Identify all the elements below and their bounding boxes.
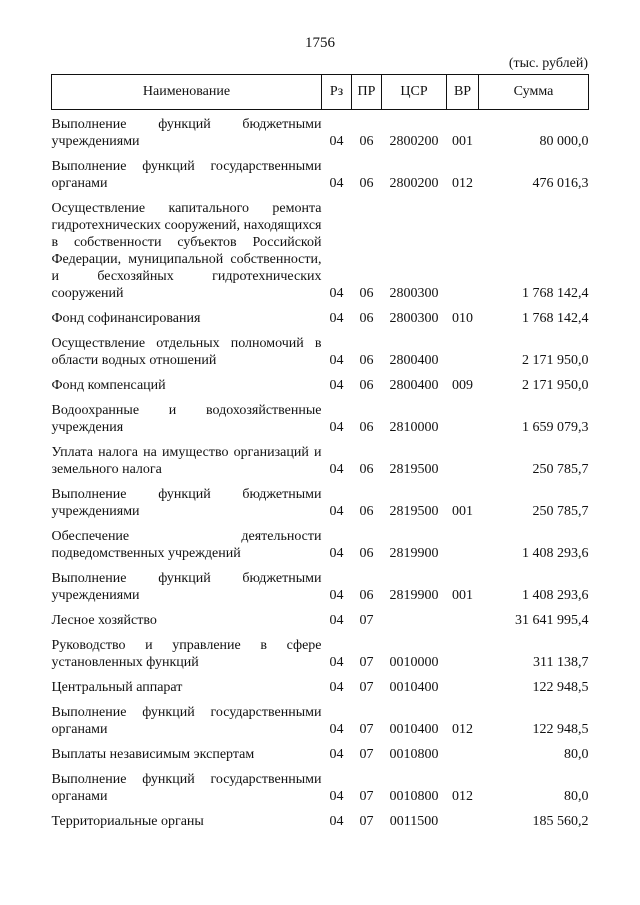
- row-pr: 07: [359, 655, 374, 670]
- row-sum: 80,0: [564, 747, 589, 762]
- row-vr: [447, 192, 479, 302]
- header-rz: Рз: [322, 75, 352, 110]
- table-row: [52, 150, 589, 192]
- row-pr: 06: [359, 546, 374, 561]
- row-rz: 04: [329, 176, 344, 191]
- row-csr: 2800300: [389, 286, 439, 301]
- row-csr: 0010800: [389, 789, 439, 804]
- row-sum: 311 138,7: [533, 655, 589, 670]
- row-sum: 80,0: [564, 789, 589, 804]
- row-sum: 476 016,3: [532, 176, 589, 191]
- row-vr: 012: [452, 789, 473, 804]
- table-row: [52, 327, 589, 369]
- row-pr: 06: [359, 588, 374, 603]
- row-vr: 010: [452, 311, 473, 326]
- row-pr: 06: [359, 420, 374, 435]
- row-csr: 2800200: [389, 134, 439, 149]
- table-row: [52, 369, 589, 394]
- row-pr: 07: [359, 747, 374, 762]
- row-csr: 2800400: [389, 353, 439, 368]
- row-sum: 122 948,5: [532, 722, 589, 737]
- table-row: [52, 805, 589, 830]
- row-vr: 012: [452, 722, 473, 737]
- row-name: Уплата налога на имущество организаций и земельного налога: [51, 445, 322, 477]
- row-csr: 0010400: [389, 722, 439, 737]
- row-pr: 07: [359, 722, 374, 737]
- row-rz: 04: [329, 462, 344, 477]
- row-name: Фонд компенсаций: [51, 378, 166, 393]
- header-vr: ВР: [447, 75, 479, 110]
- row-rz: 04: [329, 747, 344, 762]
- row-csr: [382, 604, 447, 629]
- row-vr: [447, 671, 479, 696]
- row-name: Водоохранные и водохозяйственные учреждения: [51, 403, 322, 435]
- row-pr: 06: [359, 378, 374, 393]
- row-sum: 122 948,5: [532, 680, 589, 695]
- row-vr: 001: [452, 588, 473, 603]
- header-pr: ПР: [352, 75, 382, 110]
- row-name: Выполнение функций бюджетными учреждениями: [51, 571, 322, 603]
- row-rz: 04: [329, 286, 344, 301]
- table-row: [52, 302, 589, 327]
- row-pr: 07: [359, 789, 374, 804]
- row-sum: 2 171 950,0: [522, 353, 589, 368]
- row-vr: [447, 436, 479, 478]
- table-row: [52, 604, 589, 629]
- table-row: [52, 110, 589, 151]
- row-vr: [447, 805, 479, 830]
- budget-table: [51, 74, 589, 830]
- row-rz: 04: [329, 378, 344, 393]
- row-sum: 1 768 142,4: [522, 311, 589, 326]
- row-rz: 04: [329, 613, 344, 628]
- table-row: [52, 696, 589, 738]
- row-csr: 0010000: [389, 655, 439, 670]
- row-pr: 06: [359, 176, 374, 191]
- row-vr: 001: [452, 504, 473, 519]
- row-rz: 04: [329, 655, 344, 670]
- row-name: Осуществление капитального ремонта гидротехнических сооружений, находящихся в собственности субъектов Российской Федерации, муниципальной собственности, и бесхозяйных гидротехнических сооружений: [51, 201, 322, 301]
- row-csr: 2800400: [389, 378, 439, 393]
- row-sum: 1 408 293,6: [522, 588, 589, 603]
- row-rz: 04: [329, 420, 344, 435]
- row-vr: [447, 327, 479, 369]
- table-row: [52, 520, 589, 562]
- row-csr: 2819900: [389, 546, 439, 561]
- table-row: [52, 192, 589, 302]
- row-rz: 04: [329, 722, 344, 737]
- row-vr: 001: [452, 134, 473, 149]
- row-vr: [447, 394, 479, 436]
- row-vr: [447, 738, 479, 763]
- row-csr: 2819900: [389, 588, 439, 603]
- row-rz: 04: [329, 680, 344, 695]
- table-header-row: [52, 75, 589, 110]
- table-row: [52, 394, 589, 436]
- row-rz: 04: [329, 814, 344, 829]
- row-pr: 07: [359, 613, 374, 628]
- row-name: Обеспечение деятельности подведомственных учреждений: [51, 529, 322, 561]
- row-name: Территориальные органы: [51, 814, 204, 829]
- row-rz: 04: [329, 134, 344, 149]
- row-pr: 06: [359, 504, 374, 519]
- table-row: [52, 436, 589, 478]
- row-sum: 31 641 995,4: [515, 613, 589, 628]
- table-row: [52, 738, 589, 763]
- row-name: Осуществление отдельных полномочий в области водных отношений: [51, 336, 322, 368]
- row-vr: [447, 604, 479, 629]
- table-row: [52, 671, 589, 696]
- row-name: Лесное хозяйство: [51, 613, 157, 628]
- row-pr: 07: [359, 814, 374, 829]
- row-sum: 80 000,0: [539, 134, 589, 149]
- row-name: Руководство и управление в сфере установленных функций: [51, 638, 322, 670]
- row-rz: 04: [329, 311, 344, 326]
- row-name: Центральный аппарат: [51, 680, 183, 695]
- row-pr: 07: [359, 680, 374, 695]
- row-pr: 06: [359, 134, 374, 149]
- row-name: Выполнение функций бюджетными учреждениями: [51, 487, 322, 519]
- table-row: [52, 562, 589, 604]
- row-vr: 009: [452, 378, 473, 393]
- row-sum: 185 560,2: [532, 814, 589, 829]
- row-sum: 250 785,7: [532, 504, 589, 519]
- row-name: Выполнение функций государственными органами: [51, 159, 322, 191]
- row-name: Фонд софинансирования: [51, 311, 201, 326]
- row-pr: 06: [359, 311, 374, 326]
- row-rz: 04: [329, 546, 344, 561]
- row-name: Выполнение функций государственными органами: [51, 705, 322, 737]
- row-sum: 2 171 950,0: [522, 378, 589, 393]
- row-rz: 04: [329, 588, 344, 603]
- page-number: 1756: [305, 35, 335, 51]
- row-sum: 1 659 079,3: [522, 420, 589, 435]
- header-name: Наименование: [52, 75, 322, 110]
- row-csr: 0010800: [389, 747, 439, 762]
- row-csr: 2810000: [389, 420, 439, 435]
- table-row: [52, 478, 589, 520]
- row-csr: 2819500: [389, 504, 439, 519]
- row-pr: 06: [359, 353, 374, 368]
- row-csr: 0010400: [389, 680, 439, 695]
- header-csr: ЦСР: [382, 75, 447, 110]
- row-vr: [447, 629, 479, 671]
- row-rz: 04: [329, 353, 344, 368]
- row-csr: 2800200: [389, 176, 439, 191]
- row-rz: 04: [329, 789, 344, 804]
- row-name: Выполнение функций государственными органами: [51, 772, 322, 804]
- row-name: Выполнение функций бюджетными учреждениями: [51, 117, 322, 149]
- row-vr: 012: [452, 176, 473, 191]
- units-label: (тыс. рублей): [508, 56, 588, 71]
- row-sum: 250 785,7: [532, 462, 589, 477]
- row-vr: [447, 520, 479, 562]
- row-csr: 0011500: [389, 814, 439, 829]
- row-name: Выплаты независимым экспертам: [51, 747, 255, 762]
- row-rz: 04: [329, 504, 344, 519]
- row-csr: 2800300: [389, 311, 439, 326]
- row-csr: 2819500: [389, 462, 439, 477]
- row-pr: 06: [359, 286, 374, 301]
- row-pr: 06: [359, 462, 374, 477]
- header-sum: Сумма: [479, 75, 589, 110]
- table-row: [52, 763, 589, 805]
- table-row: [52, 629, 589, 671]
- row-sum: 1 768 142,4: [522, 286, 589, 301]
- row-sum: 1 408 293,6: [522, 546, 589, 561]
